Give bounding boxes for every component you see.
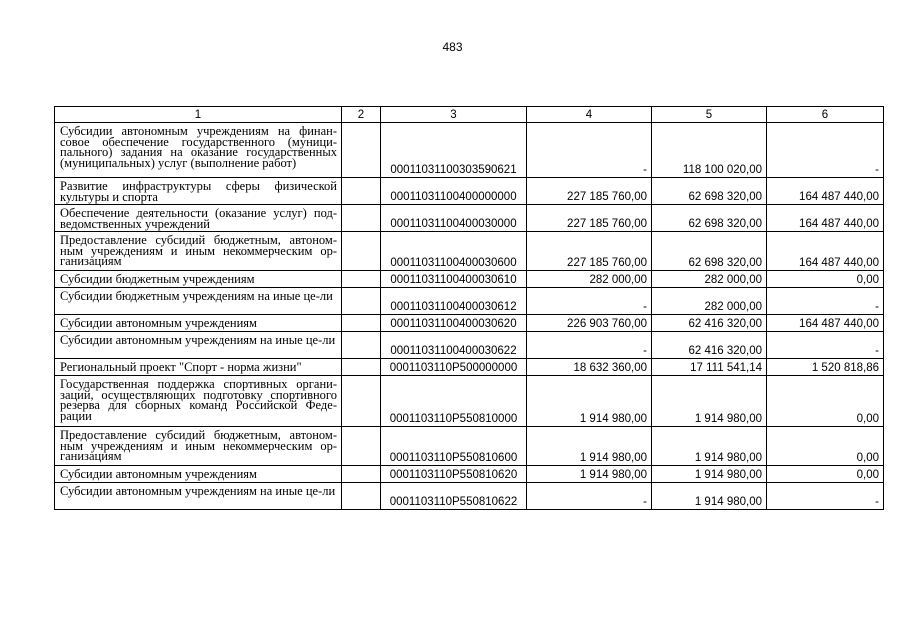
cell-value-col4: 282 000,00 <box>527 271 652 288</box>
table-body <box>55 123 884 510</box>
table-row <box>55 178 884 205</box>
cell-value-col5: 17 111 541,14 <box>652 359 767 376</box>
cell-value-col6: 0,00 <box>767 376 884 427</box>
table-row <box>55 288 884 315</box>
cell-code: 0001103110P550810000 <box>381 376 527 427</box>
column-header: 4 <box>527 107 652 123</box>
cell-code: 0001103110P550810600 <box>381 427 527 466</box>
cell-code: 00011031100400030600 <box>381 232 527 271</box>
cell-value-col6: 164 487 440,00 <box>767 315 884 332</box>
cell-value-col5: 282 000,00 <box>652 271 767 288</box>
table-row <box>55 466 884 483</box>
budget-table <box>54 106 884 510</box>
cell-value-col4: 227 185 760,00 <box>527 205 652 232</box>
cell-name: Государственная поддержка спортивных органи-заций, осуществляющих подготовку спортивного резерва для сборных команд Российской Феде-рации <box>55 376 342 427</box>
cell-value-col4: 1 914 980,00 <box>527 376 652 427</box>
cell-value-col5: 62 698 320,00 <box>652 232 767 271</box>
column-header: 5 <box>652 107 767 123</box>
cell-code: 00011031100400030620 <box>381 315 527 332</box>
column-header: 6 <box>767 107 884 123</box>
cell-value-col6: - <box>767 288 884 315</box>
cell-name: Субсидии автономным учреждениям на иные це-ли <box>55 483 342 510</box>
cell-value-col5: 62 416 320,00 <box>652 315 767 332</box>
cell-value-col6: 0,00 <box>767 427 884 466</box>
cell-code: 00011031100400030612 <box>381 288 527 315</box>
cell-col2 <box>342 359 381 376</box>
cell-name: Развитие инфраструктуры сферы физической культуры и спорта <box>55 178 342 205</box>
cell-name: Субсидии автономным учреждениям <box>55 466 342 483</box>
cell-col2 <box>342 427 381 466</box>
table-row <box>55 271 884 288</box>
cell-value-col6: 0,00 <box>767 466 884 483</box>
cell-code: 0001103110P550810622 <box>381 483 527 510</box>
cell-value-col4: 1 914 980,00 <box>527 466 652 483</box>
cell-name: Субсидии бюджетным учреждениям <box>55 271 342 288</box>
cell-name: Субсидии автономным учреждениям <box>55 315 342 332</box>
table-row <box>55 427 884 466</box>
cell-value-col5: 1 914 980,00 <box>652 427 767 466</box>
cell-col2 <box>342 376 381 427</box>
cell-value-col5: 62 698 320,00 <box>652 205 767 232</box>
cell-value-col5: 62 416 320,00 <box>652 332 767 359</box>
column-header: 1 <box>55 107 342 123</box>
table-row <box>55 483 884 510</box>
cell-value-col5: 118 100 020,00 <box>652 123 767 178</box>
cell-value-col6: - <box>767 332 884 359</box>
cell-value-col4: - <box>527 332 652 359</box>
cell-col2 <box>342 271 381 288</box>
cell-col2 <box>342 123 381 178</box>
cell-value-col5: 62 698 320,00 <box>652 178 767 205</box>
cell-value-col4: - <box>527 123 652 178</box>
cell-value-col4: - <box>527 483 652 510</box>
cell-name: Предоставление субсидий бюджетным, автоном-ным учреждениям и иным некоммерческим ор-ганизациям <box>55 427 342 466</box>
cell-value-col6: - <box>767 483 884 510</box>
cell-value-col5: 282 000,00 <box>652 288 767 315</box>
cell-code: 00011031100400030622 <box>381 332 527 359</box>
cell-value-col6: 164 487 440,00 <box>767 232 884 271</box>
cell-col2 <box>342 332 381 359</box>
cell-value-col4: - <box>527 288 652 315</box>
cell-code: 00011031100400030000 <box>381 205 527 232</box>
cell-col2 <box>342 288 381 315</box>
cell-code: 0001103110P500000000 <box>381 359 527 376</box>
table-row <box>55 332 884 359</box>
column-header: 2 <box>342 107 381 123</box>
cell-value-col4: 227 185 760,00 <box>527 178 652 205</box>
table-row <box>55 359 884 376</box>
page-number: 483 <box>442 40 463 54</box>
cell-value-col6: 0,00 <box>767 271 884 288</box>
cell-value-col6: 164 487 440,00 <box>767 178 884 205</box>
cell-value-col5: 1 914 980,00 <box>652 376 767 427</box>
cell-value-col4: 226 903 760,00 <box>527 315 652 332</box>
cell-name: Предоставление субсидий бюджетным, автоном-ным учреждениям и иным некоммерческим ор-ганизациям <box>55 232 342 271</box>
cell-col2 <box>342 466 381 483</box>
cell-value-col4: 18 632 360,00 <box>527 359 652 376</box>
cell-value-col5: 1 914 980,00 <box>652 483 767 510</box>
cell-name: Региональный проект "Спорт - норма жизни" <box>55 359 342 376</box>
cell-code: 00011031100303590621 <box>381 123 527 178</box>
cell-col2 <box>342 178 381 205</box>
cell-name: Субсидии бюджетным учреждениям на иные це-ли <box>55 288 342 315</box>
table-row <box>55 123 884 178</box>
cell-name: Субсидии автономным учреждениям на финан-совое обеспечение государственного (муници-пального) задания на оказание государственных (муниципальных) услуг (выполнение работ) <box>55 123 342 178</box>
cell-name: Субсидии автономным учреждениям на иные це-ли <box>55 332 342 359</box>
table-row <box>55 205 884 232</box>
cell-value-col6: - <box>767 123 884 178</box>
cell-col2 <box>342 232 381 271</box>
cell-value-col4: 227 185 760,00 <box>527 232 652 271</box>
table-row <box>55 232 884 271</box>
cell-col2 <box>342 483 381 510</box>
cell-code: 0001103110P550810620 <box>381 466 527 483</box>
header-row <box>55 107 884 123</box>
cell-code: 00011031100400030610 <box>381 271 527 288</box>
cell-name: Обеспечение деятельности (оказание услуг) под-ведомственных учреждений <box>55 205 342 232</box>
table-row <box>55 315 884 332</box>
cell-value-col5: 1 914 980,00 <box>652 466 767 483</box>
table-row <box>55 376 884 427</box>
cell-value-col6: 1 520 818,86 <box>767 359 884 376</box>
cell-value-col6: 164 487 440,00 <box>767 205 884 232</box>
column-header: 3 <box>381 107 527 123</box>
cell-value-col4: 1 914 980,00 <box>527 427 652 466</box>
cell-code: 00011031100400000000 <box>381 178 527 205</box>
cell-col2 <box>342 315 381 332</box>
cell-col2 <box>342 205 381 232</box>
